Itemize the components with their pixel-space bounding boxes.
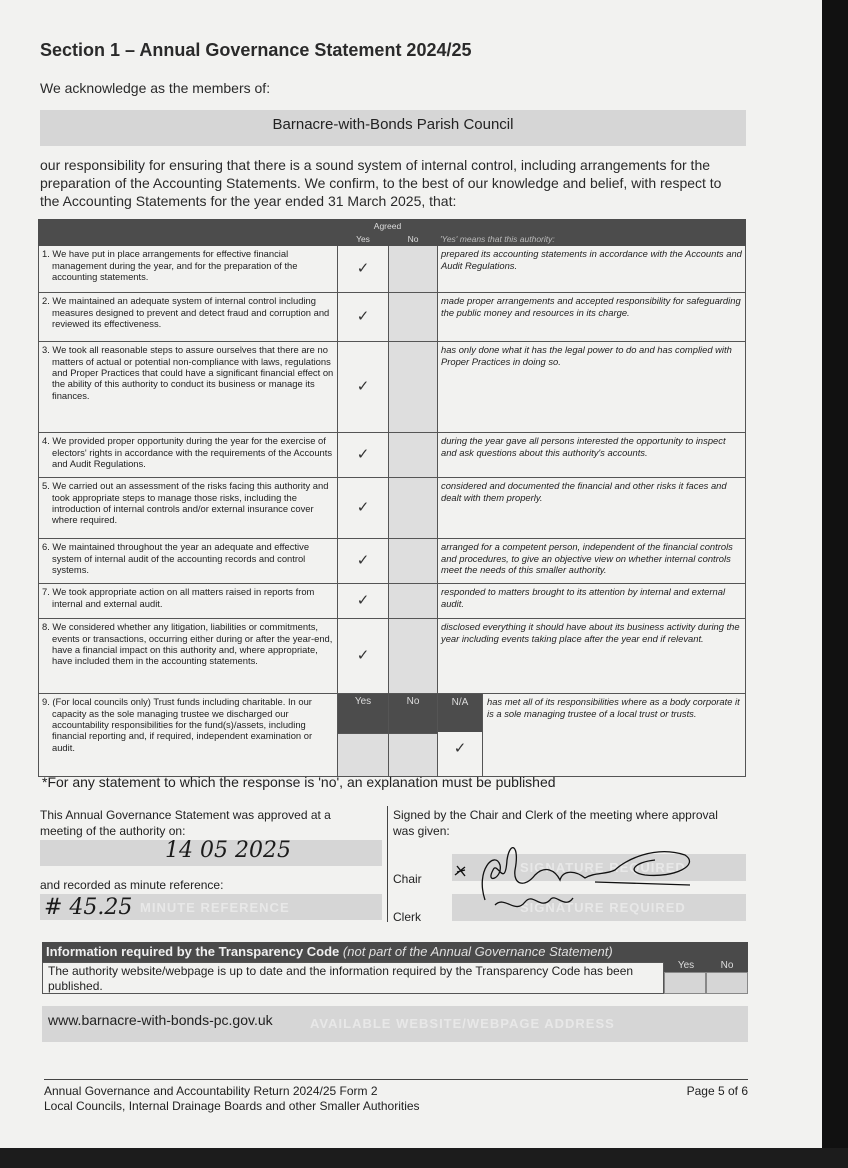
table-row bbox=[39, 342, 746, 433]
row9-no-cell bbox=[389, 733, 438, 777]
statement-cell bbox=[39, 293, 338, 342]
statement-text: 4. We provided proper opportunity during the year for the exercise of electors' rights in accordance with the requirements of the Accounts and Audit Regulations. bbox=[42, 435, 333, 469]
table-header-row-2 bbox=[39, 233, 746, 246]
no-cell bbox=[389, 478, 438, 539]
means-cell: considered and documented the financial and other risks it faces and dealt with them properly. bbox=[438, 478, 746, 539]
statement-cell bbox=[39, 342, 338, 433]
header-blank-2 bbox=[438, 220, 746, 233]
chair-signature-image bbox=[445, 830, 705, 920]
statement-cell bbox=[39, 478, 338, 539]
row9-means: has met all of its responsibilities where as a body corporate it is a sole managing trustee of a local trust or trusts. bbox=[487, 696, 740, 719]
agreed-header: Agreed bbox=[338, 220, 438, 233]
section-title: Section 1 – Annual Governance Statement 2024/25 bbox=[40, 40, 472, 60]
clerk-label: Clerk bbox=[393, 910, 422, 924]
no-header: No bbox=[389, 233, 438, 246]
transparency-yes-label: Yes bbox=[677, 960, 695, 971]
website-url: www.barnacre-with-bonds-pc.gov.uk bbox=[48, 1012, 273, 1028]
table-row bbox=[39, 584, 746, 619]
means-header: 'Yes' means that this authority: bbox=[438, 233, 746, 246]
means-cell: responded to matters brought to its attention by internal and external audit. bbox=[438, 584, 746, 619]
minute-label: and recorded as minute reference: bbox=[40, 878, 224, 892]
statement-9-text: 9. (For local councils only) Trust funds including charitable. In our capacity as the sole managing trustee we discharged our accountability responsibilities for the fund(s)/assets, including financial reporting and, if required, independent examination or audit. bbox=[42, 696, 313, 753]
header-blank-3 bbox=[39, 233, 338, 246]
responsibility-text: our responsibility for ensuring that there is a sound system of internal control, including arrangements for the preparation of the Accounting Statements. We confirm, to the best of our knowledge and belief, with respect to the Accounting Statements for the year ended 31 March 2025, that: bbox=[40, 157, 722, 210]
approved-text: This Annual Governance Statement was approved at a meeting of the authority on: bbox=[40, 808, 331, 838]
footnote: *For any statement to which the response is 'no', an explanation must be published bbox=[42, 774, 556, 790]
statement-text: 1. We have put in place arrangements for effective financial management during the year, and for the preparation of the accounting statements. bbox=[42, 248, 298, 282]
statement-text: 5. We carried out an assessment of the risks facing this authority and took appropriate steps to manage those risks, including the introduction of internal controls and/or external insurance cover where required. bbox=[42, 480, 329, 526]
row9-na-tick: ✓ bbox=[453, 740, 467, 758]
yes-cell bbox=[338, 539, 389, 584]
yes-cell bbox=[338, 584, 389, 619]
statement-text: 8. We considered whether any litigation, liabilities or commitments, events or transactions, occurring either during or after the year-end, have a financial impact on this authority and, where appropriate, have included them in the accounting statements. bbox=[42, 621, 333, 667]
statement-9 bbox=[39, 694, 338, 777]
statement-cell bbox=[39, 539, 338, 584]
statement-rows bbox=[39, 246, 746, 694]
statement-text: 7. We took appropriate action on all matters raised in reports from internal and external audit. bbox=[42, 586, 315, 609]
yes-tick: ✓ bbox=[356, 378, 370, 396]
statement-cell bbox=[39, 433, 338, 478]
scan-edge-right bbox=[822, 0, 848, 1168]
statement-text: 6. We maintained throughout the year an adequate and effective system of internal audit of the accounting records and control systems. bbox=[42, 541, 310, 575]
yes-cell bbox=[338, 246, 389, 293]
chair-ghost: SIGNATURE REQUIRED bbox=[520, 860, 686, 875]
scan-edge-bottom bbox=[0, 1148, 848, 1168]
table-row-9 bbox=[39, 694, 746, 733]
table-row bbox=[39, 293, 746, 342]
footer-line-1: Annual Governance and Accountability Return 2024/25 Form 2 bbox=[44, 1084, 378, 1098]
yes-cell bbox=[338, 478, 389, 539]
yes-header: Yes bbox=[338, 233, 389, 246]
yes-cell bbox=[338, 433, 389, 478]
statement-text: 2. We maintained an adequate system of internal control including measures designed to prevent and detect fraud and corruption and reviewed its effectiveness. bbox=[42, 295, 330, 329]
table-row bbox=[39, 433, 746, 478]
statement-text: 3. We took all reasonable steps to assure ourselves that there are no matters of actual or potential non-compliance with laws, regulations and Proper Practices that could have a significant financial effect on the ability of this authority to conduct its business or manage its finances. bbox=[42, 344, 334, 401]
no-cell bbox=[389, 293, 438, 342]
means-cell: has only done what it has the legal power to do and has complied with Proper Practices in doing so. bbox=[438, 342, 746, 433]
council-name: Barnacre-with-Bonds Parish Council bbox=[272, 116, 514, 133]
yes-tick: ✓ bbox=[356, 308, 370, 326]
date-value: 14 05 2025 bbox=[165, 838, 291, 863]
website-ghost: AVAILABLE WEBSITE/WEBPAGE ADDRESS bbox=[310, 1016, 615, 1031]
table-row bbox=[39, 539, 746, 584]
yes-tick: ✓ bbox=[356, 446, 370, 464]
table-row bbox=[39, 478, 746, 539]
no-cell bbox=[389, 584, 438, 619]
yes-tick: ✓ bbox=[356, 260, 370, 278]
approval-divider bbox=[387, 806, 388, 922]
yes-tick: ✓ bbox=[356, 499, 370, 517]
means-cell: during the year gave all persons interested the opportunity to inspect and ask questions about this authority's accounts. bbox=[438, 433, 746, 478]
table-header-row-1 bbox=[39, 220, 746, 233]
transparency-heading bbox=[46, 944, 613, 959]
statement-cell bbox=[39, 619, 338, 694]
table-row bbox=[39, 246, 746, 293]
statement-cell bbox=[39, 246, 338, 293]
no-cell bbox=[389, 342, 438, 433]
no-cell bbox=[389, 619, 438, 694]
row9-no-header: No bbox=[389, 694, 438, 733]
means-cell: prepared its accounting statements in accordance with the Accounts and Audit Regulations. bbox=[438, 246, 746, 293]
transparency-yes-box[interactable] bbox=[664, 972, 706, 994]
statement-cell bbox=[39, 584, 338, 619]
transparency-heading-main: Information required by the Transparency Code bbox=[46, 944, 340, 959]
transparency-text: The authority website/webpage is up to date and the information required by the Transparency Code has been published. bbox=[48, 964, 634, 993]
yes-cell bbox=[338, 619, 389, 694]
intro-text: We acknowledge as the members of: bbox=[40, 80, 271, 96]
footer-line-2: Local Councils, Internal Drainage Boards and other Smaller Authorities bbox=[44, 1099, 420, 1113]
table-row bbox=[39, 619, 746, 694]
row9-na-header: N/A bbox=[438, 694, 482, 732]
row9-yes-header: Yes bbox=[338, 694, 389, 733]
yes-cell bbox=[338, 293, 389, 342]
no-cell bbox=[389, 246, 438, 293]
transparency-no-label: No bbox=[720, 960, 734, 971]
yes-tick: ✓ bbox=[356, 552, 370, 570]
means-cell: made proper arrangements and accepted responsibility for safeguarding the public money and resources in its charge. bbox=[438, 293, 746, 342]
header-blank bbox=[39, 220, 338, 233]
yes-cell bbox=[338, 342, 389, 433]
chair-label: Chair bbox=[393, 872, 422, 886]
yes-tick: ✓ bbox=[356, 592, 370, 610]
transparency-no-box[interactable] bbox=[706, 972, 748, 994]
page-number: Page 5 of 6 bbox=[686, 1084, 748, 1098]
means-cell: arranged for a competent person, independent of the financial controls and procedures, to give an objective view on whether internal controls meet the needs of this smaller authority. bbox=[438, 539, 746, 584]
no-cell bbox=[389, 433, 438, 478]
row9-yes-cell bbox=[338, 733, 389, 777]
governance-table bbox=[38, 219, 746, 777]
minute-value: # 45.25 bbox=[44, 895, 133, 920]
yes-tick: ✓ bbox=[356, 647, 370, 665]
transparency-heading-note: (not part of the Annual Governance Statement) bbox=[342, 944, 613, 959]
clerk-ghost: SIGNATURE REQUIRED bbox=[520, 900, 686, 915]
row9-na-and-means bbox=[438, 694, 746, 777]
footer-text bbox=[44, 1084, 420, 1114]
means-cell: disclosed everything it should have about its business activity during the year including events taking place after the year end if relevant. bbox=[438, 619, 746, 694]
no-cell bbox=[389, 539, 438, 584]
footer-rule bbox=[44, 1079, 748, 1080]
minute-ghost: MINUTE REFERENCE bbox=[140, 900, 290, 915]
signed-text: Signed by the Chair and Clerk of the meeting where approval was given: bbox=[393, 808, 718, 838]
